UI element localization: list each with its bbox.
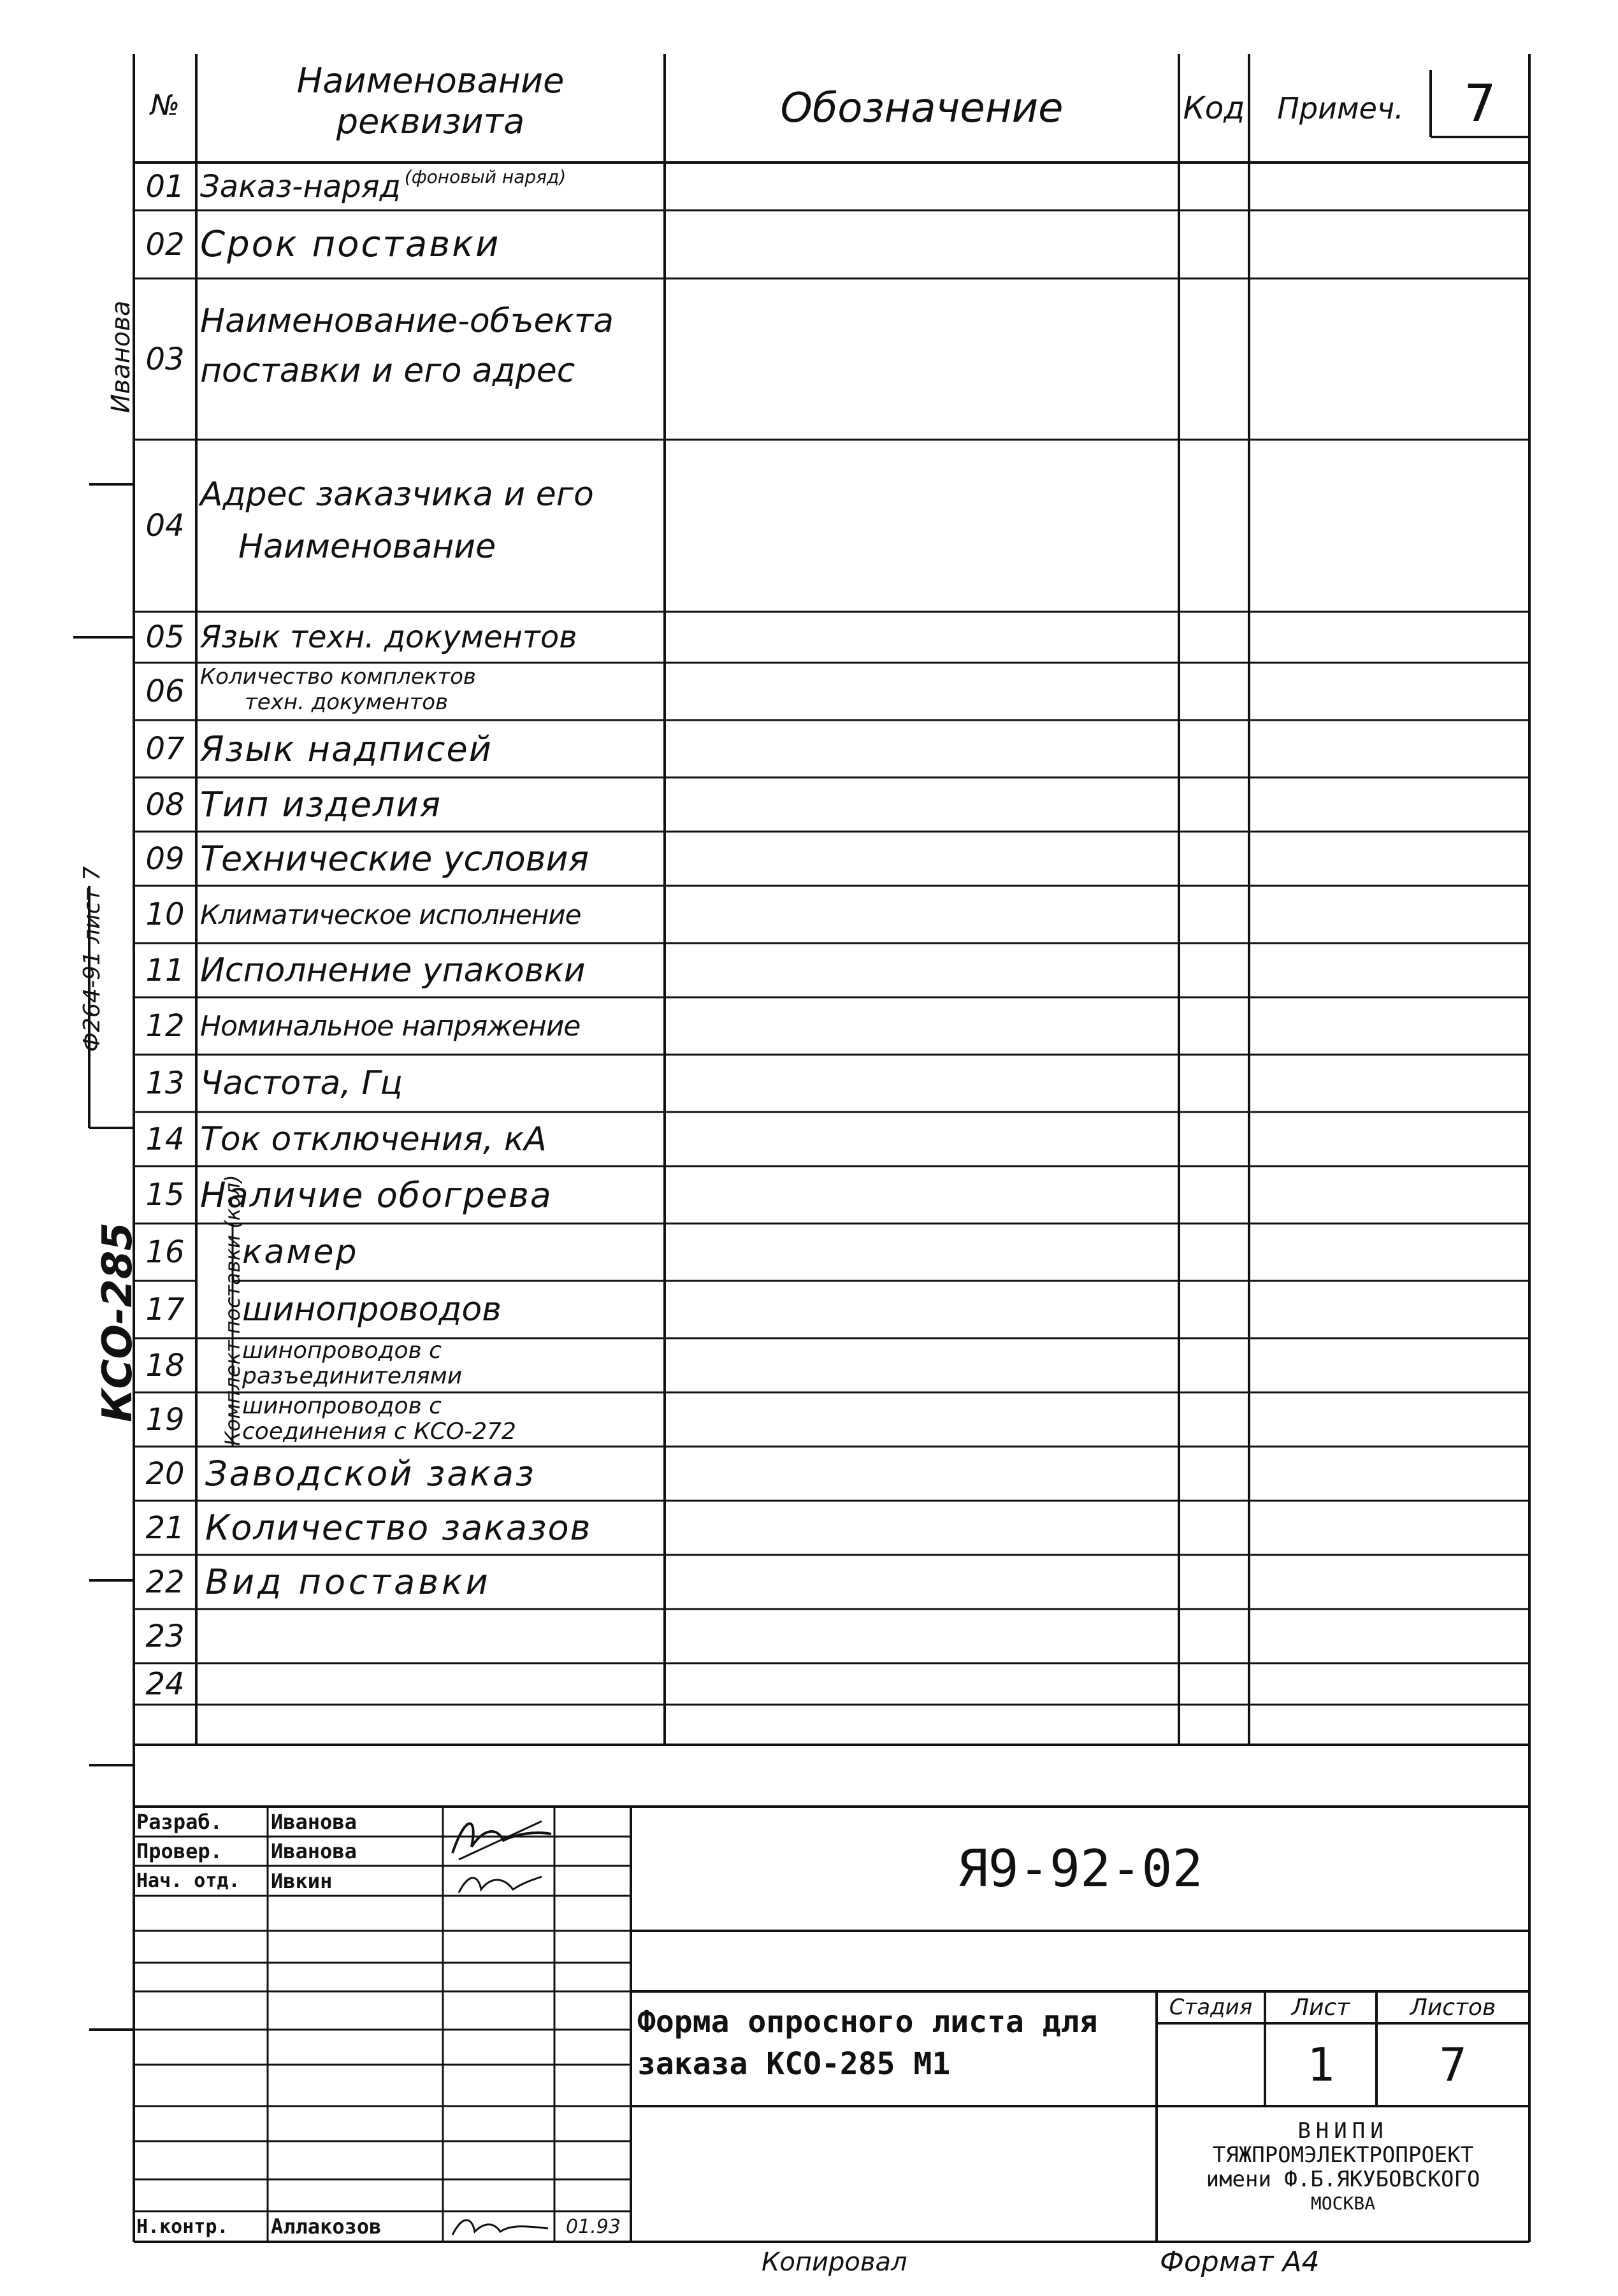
row-name xyxy=(200,468,662,573)
org-line3: имени Ф.Б.ЯКУБОВСКОГО xyxy=(1206,2167,1480,2192)
document-title-line2: заказа КСО-285 М1 xyxy=(637,2046,951,2082)
control-date: 01.93 xyxy=(566,2215,621,2238)
role-norm-control: Н.контр. xyxy=(136,2215,229,2238)
row-num: 06 xyxy=(145,674,185,709)
row-name: шинопроводов xyxy=(242,1290,502,1329)
footer-copied: Копировал xyxy=(762,2248,907,2277)
row-name-line2: Наименование xyxy=(238,528,496,566)
row-num: 07 xyxy=(145,731,185,767)
name-checker: Иванова xyxy=(271,1839,357,1863)
row-name: Номинальное напряжение xyxy=(200,1009,581,1043)
row-name-line1: Адрес заказчика и его xyxy=(200,475,594,514)
role-developer: Разраб. xyxy=(136,1809,222,1834)
margin-ref: Ф264-91 лист 7 xyxy=(79,866,105,1052)
row-num: 02 xyxy=(145,226,185,263)
row-name xyxy=(200,162,662,210)
row-name: Технические условия xyxy=(200,839,589,879)
row-name: Климатическое исполнение xyxy=(200,899,581,930)
header-num: № xyxy=(150,89,180,122)
row-num: 15 xyxy=(145,1177,185,1213)
row-num: 03 xyxy=(145,341,185,377)
document-title xyxy=(637,2001,1153,2085)
margin-product: КСО-285 xyxy=(94,1222,141,1422)
row-num: 22 xyxy=(145,1564,185,1600)
row-name-line1: Наименование-объекта xyxy=(200,302,614,340)
row-num: 23 xyxy=(145,1618,185,1654)
sheets-label: Листов xyxy=(1410,1994,1496,2021)
row-num: 19 xyxy=(145,1401,185,1438)
signature-control xyxy=(446,2213,554,2241)
doc-code: Я9-92-02 xyxy=(957,1839,1203,1898)
row-num: 04 xyxy=(145,508,185,544)
group-label-complect: Комплект поставки (кол) xyxy=(220,1174,245,1446)
row-num: 09 xyxy=(145,841,185,877)
header-notes: Примеч. xyxy=(1277,91,1404,126)
sheet-label: Лист xyxy=(1291,1994,1350,2021)
footer-format: Формат А4 xyxy=(1160,2246,1320,2278)
name-head: Ивкин xyxy=(271,1868,333,1893)
row-name-note: (фоновый наряд) xyxy=(404,166,567,187)
row-num: 08 xyxy=(145,786,185,823)
row-name xyxy=(200,664,662,715)
sheet-value: 1 xyxy=(1306,2038,1335,2091)
row-name xyxy=(200,296,662,396)
row-name-line1: Количество комплектов xyxy=(200,664,476,690)
row-name-line2: поставки и его адрес xyxy=(200,352,575,390)
role-checker: Провер. xyxy=(136,1839,222,1863)
row-name: Количество заказов xyxy=(205,1508,592,1548)
row-num: 20 xyxy=(145,1455,185,1492)
row-num: 05 xyxy=(145,619,185,655)
org-line4: МОСКВА xyxy=(1310,2193,1376,2214)
role-head: Нач. отд. xyxy=(136,1870,240,1892)
row-name: Наличие обогрева xyxy=(200,1174,553,1215)
header-code: Код xyxy=(1183,90,1245,126)
row-name-text: Заказ-наряд xyxy=(200,168,401,205)
row-num: 21 xyxy=(145,1510,185,1546)
org-line1: ВНИПИ xyxy=(1297,2118,1389,2144)
row-name: Срок поставки xyxy=(200,224,501,265)
header-name xyxy=(196,61,665,162)
row-name xyxy=(242,1338,663,1389)
sheet-number: 7 xyxy=(1464,74,1496,133)
row-name: камер xyxy=(242,1233,359,1271)
row-num: 12 xyxy=(145,1008,185,1044)
header-name-line1: Наименование xyxy=(296,61,565,101)
organization xyxy=(1157,2106,1529,2242)
row-name: Язык надписей xyxy=(200,728,493,769)
row-num: 13 xyxy=(145,1065,185,1101)
org-line2: ТЯЖПРОМЭЛЕКТРОПРОЕКТ xyxy=(1212,2142,1474,2168)
name-developer: Иванова xyxy=(271,1809,357,1834)
row-num: 16 xyxy=(145,1234,185,1270)
row-name: Язык техн. документов xyxy=(200,619,577,655)
row-name-line1: шинопроводов с xyxy=(242,1338,442,1364)
row-num: 11 xyxy=(145,952,185,988)
row-num: 01 xyxy=(145,168,185,205)
header-designation: Обозначение xyxy=(780,85,1064,132)
row-name: Тип изделия xyxy=(200,784,442,825)
row-name: Заводской заказ xyxy=(205,1454,536,1494)
row-name: Ток отключения, кА xyxy=(200,1120,547,1159)
row-num: 24 xyxy=(145,1666,185,1702)
signature-developer xyxy=(446,1809,554,1866)
row-num: 10 xyxy=(145,897,185,932)
margin-signature: Иванова xyxy=(106,300,136,414)
row-name-line2: разъединителями xyxy=(242,1363,463,1389)
row-name: Вид поставки xyxy=(205,1562,491,1602)
row-name xyxy=(242,1394,663,1445)
row-name: Частота, Гц xyxy=(200,1064,403,1102)
row-name-line1: шинопроводов с xyxy=(242,1393,442,1419)
signature-head xyxy=(452,1870,548,1899)
row-num: 17 xyxy=(145,1292,185,1327)
row-name-line2: техн. документов xyxy=(245,690,449,715)
row-num: 14 xyxy=(145,1121,185,1157)
row-name: Исполнение упаковки xyxy=(200,951,586,990)
name-norm-control: Аллакозов xyxy=(271,2214,382,2239)
row-name-line2: соединения с КСО-272 xyxy=(242,1419,516,1445)
stage-label: Стадия xyxy=(1169,1995,1253,2020)
sheets-value: 7 xyxy=(1439,2038,1467,2091)
document-title-line1: Форма опросного листа для xyxy=(637,2004,1098,2040)
row-num: 18 xyxy=(145,1347,185,1383)
header-name-line2: реквизита xyxy=(336,101,525,141)
